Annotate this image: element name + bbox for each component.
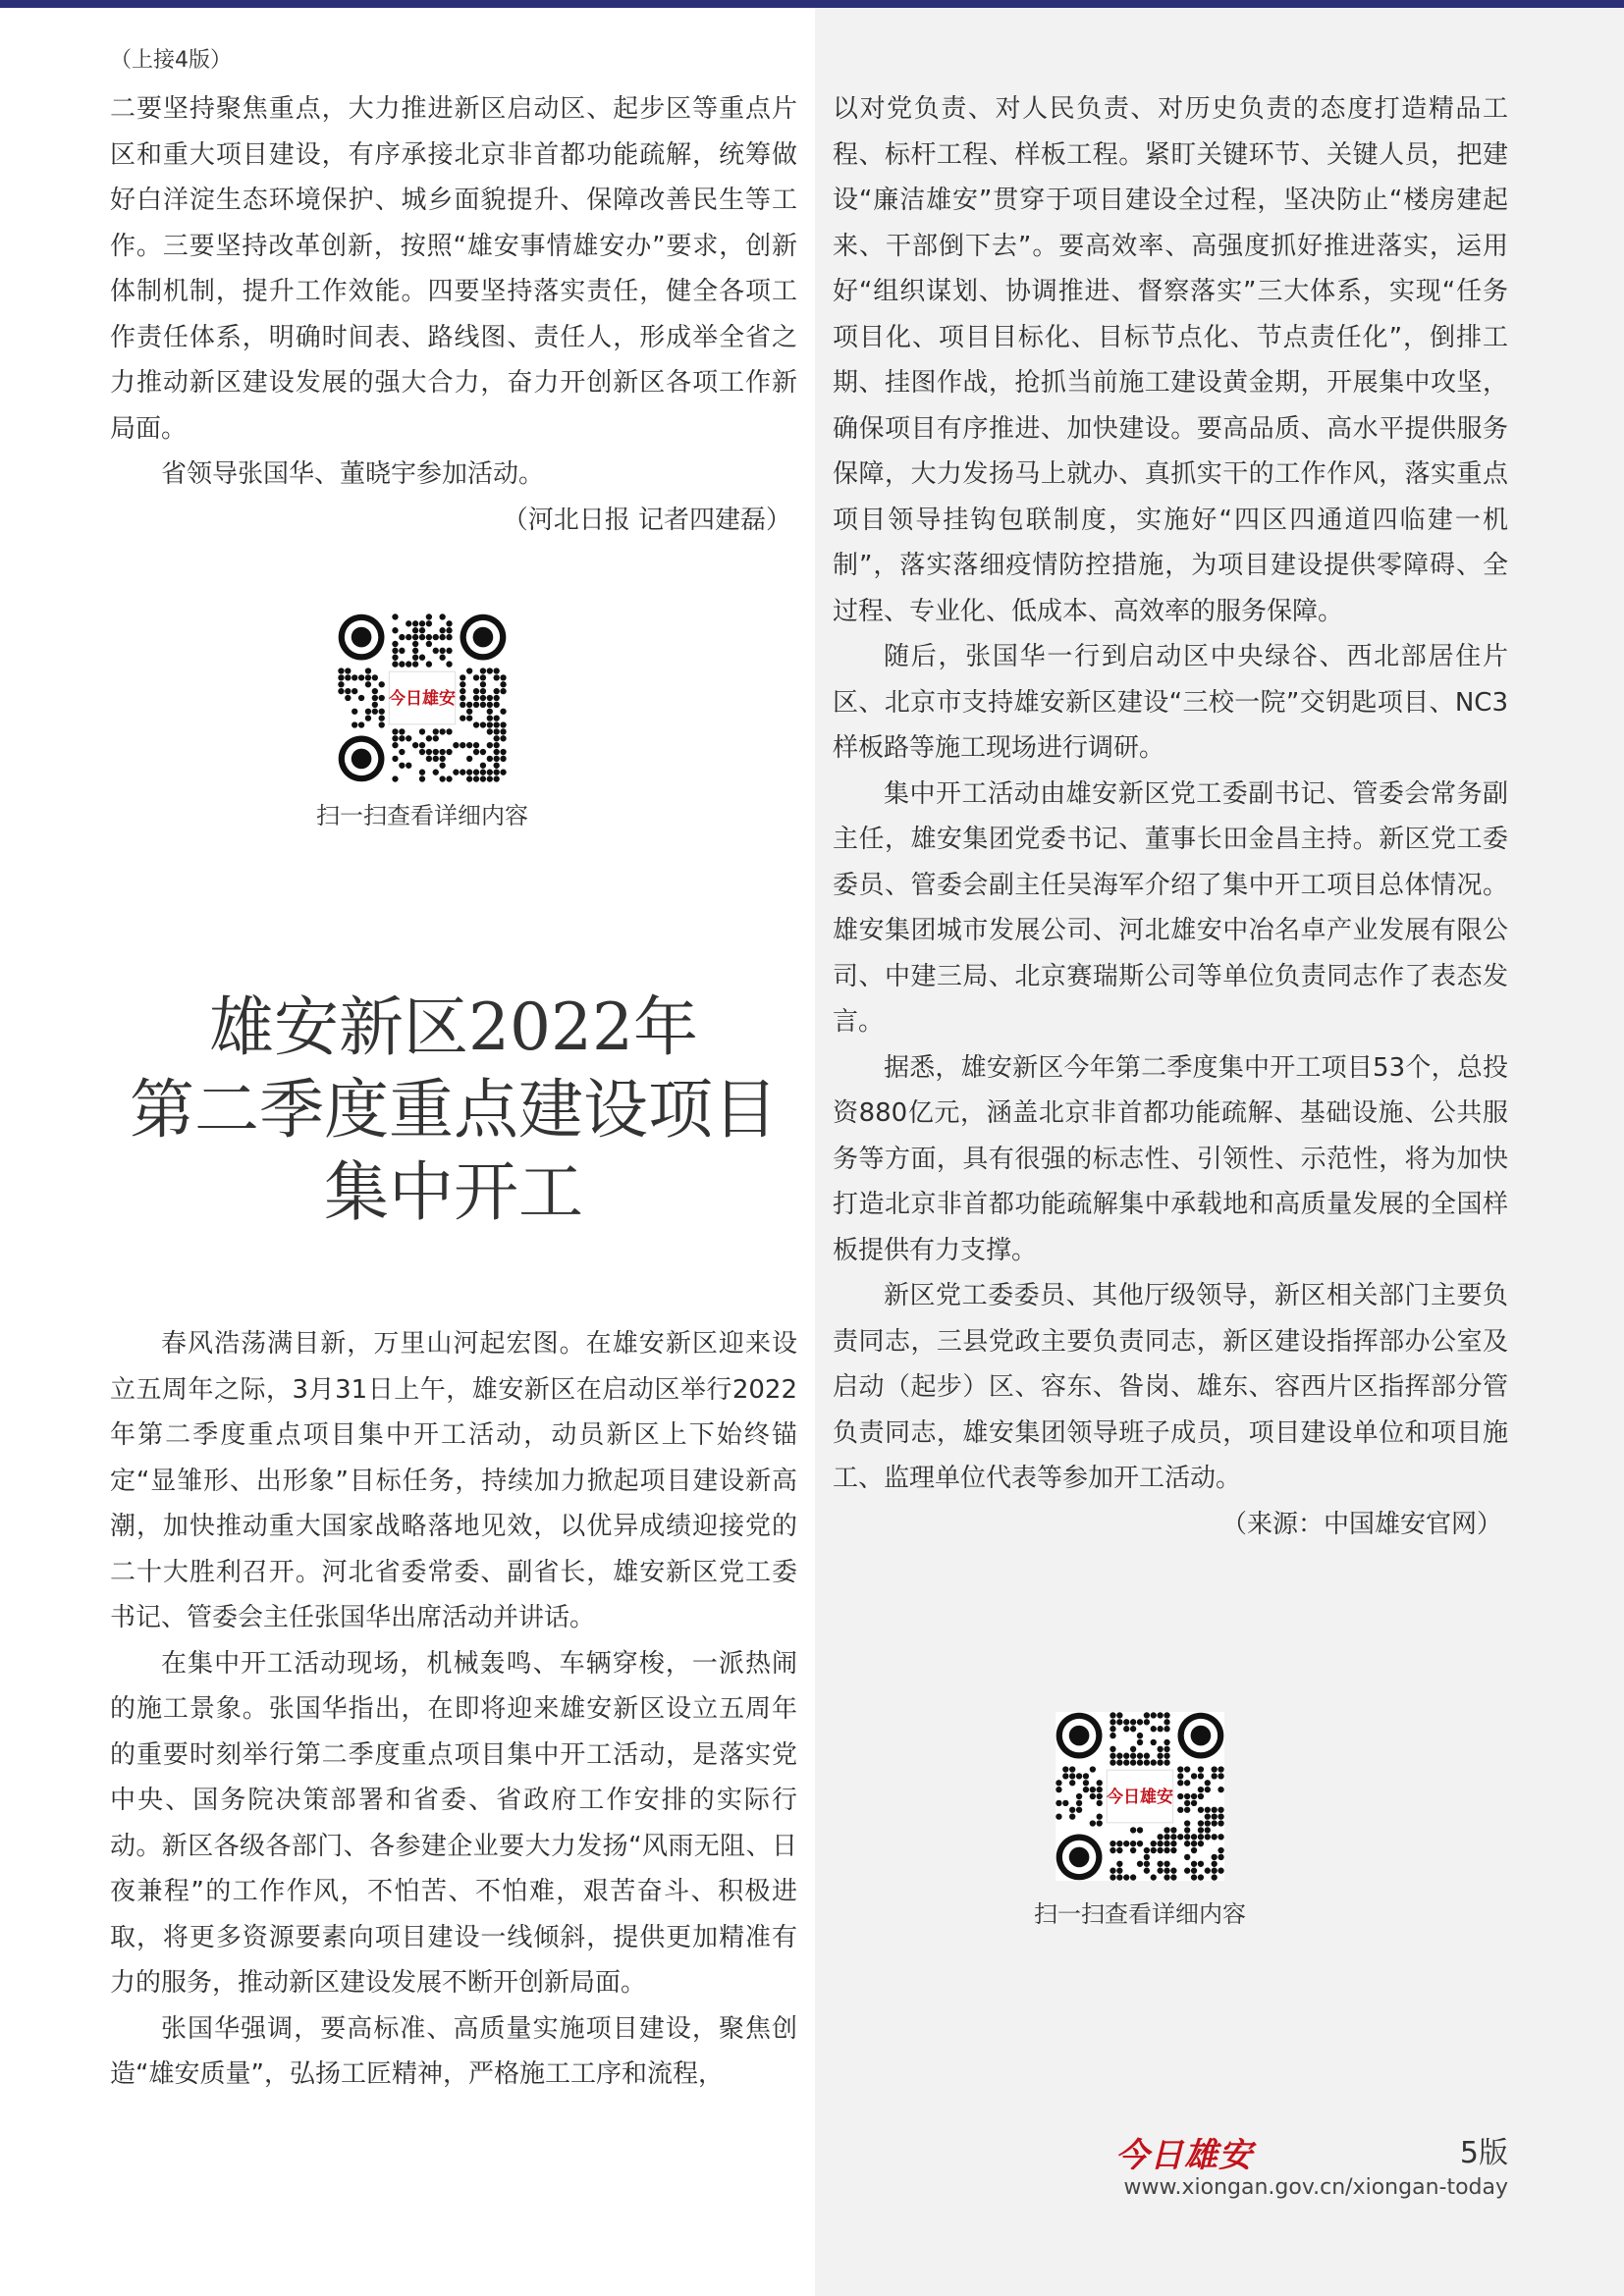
top-bar: [0, 0, 817, 8]
paragraph: 据悉，雄安新区今年第二季度集中开工项目53个，总投资880亿元，涵盖北京非首都功能疏解、基础设施、公共服务等方面，具有很强的标志性、引领性、示范性，将为加快打造北京非首都功能疏解集中承载地和高质量发展的全国样板提供有力支撑。: [833, 1052, 1508, 1265]
paragraph: 集中开工活动由雄安新区党工委副书记、管委会常务副主任，雄安集团党委书记、董事长田金昌主持。新区党工委委员、管委会副主任吴海军介绍了集中开工项目总体情况。雄安集团城市发展公司、河北雄安中冶名卓产业发展有限公司、中建三局、北京赛瑞斯公司等单位负责同志作了表态发言。: [833, 778, 1508, 1037]
website-url[interactable]: www.xiongan.gov.cn/xiongan-today: [1123, 2175, 1508, 2200]
paragraph: 随后，张国华一行到启动区中央绿谷、西北部居住片区、北京市支持雄安新区建设“三校一院”交钥匙项目、NC3样板路等施工现场进行调研。: [833, 642, 1508, 763]
source-note: （来源：中国雄安官网）: [1220, 1509, 1502, 1539]
paragraph: 张国华强调，要高标准、高质量实施项目建设，聚焦创造“雄安质量”，弘扬工匠精神，严格施工工序和流程，: [110, 2013, 797, 2089]
qr-block-right: [1034, 1712, 1246, 1929]
paragraph: 二要坚持聚焦重点，大力推进新区启动区、起步区等重点片区和重大项目建设，有序承接北京非首都功能疏解，统筹做好白洋淀生态环境保护、城乡面貌提升、保障改善民生等工作。三要坚持改革创新，按照“雄安事情雄安办”要求，创新体制机制，提升工作效能。四要坚持落实责任，健全各项工作责任体系，明确时间表、路线图、责任人，形成举全省之力推动新区建设发展的强大合力，奋力开创新区各项工作新局面。: [110, 94, 797, 444]
paragraph: 春风浩荡满目新，万里山河起宏图。在雄安新区迎来设立五周年之际，3月31日上午，雄安新区在启动区举行2022年第二季度重点项目集中开工活动，动员新区上下始终锚定“显雏形、出形象”目标任务，持续加力掀起项目建设新高潮，加快推动重大国家战略落地见效，以优异成绩迎接党的二十大胜利召开。河北省委常委、副省长，雄安新区党工委书记、管委会主任张国华出席活动并讲话。: [110, 1329, 797, 1632]
left-column-body: [110, 1321, 797, 2098]
paragraph: 省领导张国华、董晓宇参加活动。: [161, 459, 545, 489]
headline-line: 雄安新区2022年: [209, 989, 698, 1065]
qr-code-icon[interactable]: [1056, 1712, 1224, 1881]
top-bar-right: [817, 0, 1624, 8]
paragraph: 以对党负责、对人民负责、对历史负责的态度打造精品工程、标杆工程、样板工程。紧盯关键环节、关键人员，把建设“廉洁雄安”贯穿于项目建设全过程，坚决防止“楼房建起来、干部倒下去”。要高效率、高强度抓好推进落实，运用好“组织谋划、协调推进、督察落实”三大体系，实现“任务项目化、项目目标化、目标节点化、节点责任化”，倒排工期、挂图作战，抢抓当前施工建设黄金期，开展集中攻坚，确保项目有序推进、加快建设。要高品质、高水平提供服务保障，大力发扬马上就办、真抓实干的工作作风，落实重点项目领导挂钩包联制度，实施好“四区四通道四临建一机制”，落实落细疫情防控措施，为项目建设提供零障碍、全过程、专业化、低成本、高效率的服务保障。: [833, 94, 1508, 626]
qr-code-icon[interactable]: [338, 614, 507, 782]
qr-caption: 扫一扫查看详细内容: [1034, 1900, 1246, 1928]
right-column-body: [833, 86, 1508, 1547]
page-number: 5版: [1459, 2136, 1508, 2170]
article-headline: [110, 987, 797, 1234]
paragraph: 新区党工委委员、其他厅级领导，新区相关部门主要负责同志，三县党政主要负责同志，新区建设指挥部办公室及启动（起步）区、容东、昝岗、雄东、容西片区指挥部分管负责同志，雄安集团领导班子成员，项目建设单位和项目施工、监理单位代表等参加开工活动。: [833, 1281, 1508, 1493]
headline-line: 集中开工: [324, 1154, 583, 1230]
left-column-top: [110, 86, 797, 543]
paragraph: 在集中开工活动现场，机械轰鸣、车辆穿梭，一派热闹的施工景象。张国华指出，在即将迎来雄安新区设立五周年的重要时刻举行第二季度重点项目集中开工活动，是落实党中央、国务院决策部署和省委、省政府工作安排的实际行动。新区各级各部门、各参建企业要大力发扬“风雨无阻、日夜兼程”的工作作风，不怕苦、不怕难，艰苦奋斗、积极进取，将更多资源要素向项目建设一线倾斜，提供更加精准有力的服务，推动新区建设发展不断开创新局面。: [110, 1648, 797, 1998]
qr-block-left: [316, 614, 528, 830]
qr-logo-text: 今日雄安: [1107, 1788, 1173, 1807]
headline-line: 第二季度重点建设项目: [130, 1072, 778, 1148]
continuation-note: （上接4版）: [110, 48, 232, 73]
qr-logo-text: 今日雄安: [389, 689, 456, 709]
byline: （河北日报 记者四建磊）: [502, 505, 791, 535]
publication-logo: 今日雄安: [1115, 2136, 1253, 2175]
qr-caption: 扫一扫查看详细内容: [316, 802, 528, 829]
